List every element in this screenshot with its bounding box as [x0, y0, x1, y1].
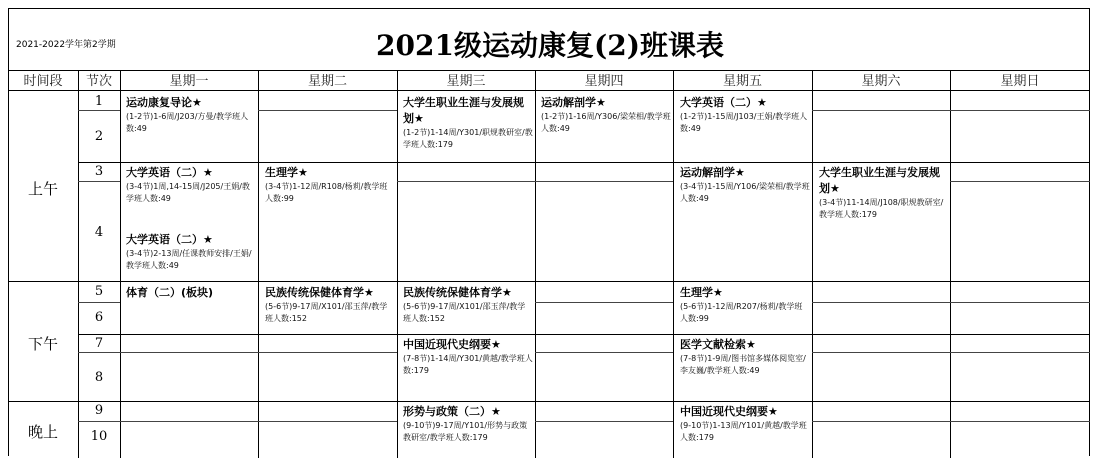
course-mon-3a[interactable] — [126, 165, 256, 205]
slot-number: 4 — [94, 225, 104, 240]
course-detail: (3-4节)11-14周/J108/职规教研室/教学班人数:179 — [819, 198, 944, 219]
course-wed-7[interactable] — [403, 337, 533, 377]
slot-number: 2 — [94, 129, 104, 144]
course-detail: (7-8节)1-14周/Y301/黄越/教学班人数:179 — [403, 354, 533, 375]
course-wed-9[interactable] — [403, 404, 533, 444]
slot-line — [812, 302, 1090, 303]
grid-line — [258, 70, 259, 458]
course-tue-5[interactable] — [265, 285, 395, 325]
grid-line — [535, 70, 536, 458]
course-detail: (1-2节)1-14周/Y301/职规教研室/教学班人数:179 — [403, 128, 533, 149]
grid-line — [812, 70, 813, 458]
course-name: 大学英语（二）★ — [126, 233, 213, 246]
header-row — [8, 70, 1090, 91]
slot-number: 7 — [94, 336, 104, 351]
course-detail: (1-2节)1-16周/Y306/梁荣相/教学班人数:49 — [541, 112, 671, 133]
course-name: 运动康复导论★ — [126, 96, 202, 109]
slot-line — [78, 302, 120, 303]
header-monday: 星期一 — [169, 74, 209, 89]
slot-line — [812, 421, 1090, 422]
course-mon-3b[interactable] — [126, 232, 256, 272]
slot-line — [78, 421, 397, 422]
course-name: 民族传统保健体育学★ — [265, 286, 374, 299]
slot-line — [78, 181, 120, 182]
course-detail: (9-10节)9-17周/Y101/形势与政策教研室/教学班人数:179 — [403, 421, 528, 442]
course-name: 中国近现代史纲要★ — [403, 338, 501, 351]
course-detail: (9-10节)1-13周/Y101/黄越/教学班人数:179 — [680, 421, 807, 442]
slot-number: 3 — [94, 164, 104, 179]
course-fri-9[interactable] — [680, 404, 810, 444]
slot-line — [950, 181, 1090, 182]
course-detail: (5-6节)9-17周/X101/邵玉萍/教学班人数:152 — [403, 302, 526, 323]
course-name: 中国近现代史纲要★ — [680, 405, 778, 418]
course-name: 生理学★ — [680, 286, 723, 299]
course-name: 大学英语（二）★ — [680, 96, 767, 109]
slot-number: 8 — [94, 370, 104, 385]
course-detail: (7-8节)1-9周/图书馆多媒体阅览室/李友巍/教学班人数:49 — [680, 354, 806, 375]
course-detail: (5-6节)9-17周/X101/邵玉萍/教学班人数:152 — [265, 302, 388, 323]
slot-number: 9 — [94, 403, 104, 418]
slot-line — [535, 352, 673, 353]
course-name: 医学文献检索★ — [680, 338, 756, 351]
course-fri-7[interactable] — [680, 337, 810, 377]
course-thu-1[interactable] — [541, 95, 671, 135]
slot-line — [258, 110, 397, 111]
slot-line — [812, 110, 1090, 111]
course-mon-1[interactable] — [126, 95, 256, 135]
course-detail: (1-2节)1-6周/J203/方曼/教学班人数:49 — [126, 112, 249, 133]
course-detail: (3-4节)1-15周/Y106/梁荣相/教学班人数:49 — [680, 182, 810, 203]
course-detail: (3-4节)1周,14-15周/J205/王娟/教学班人数:49 — [126, 182, 250, 203]
block-separator — [8, 401, 1090, 402]
course-detail: (5-6节)1-12周/R207/杨莉/教学班人数:99 — [680, 302, 803, 323]
course-wed-5[interactable] — [403, 285, 533, 325]
slot-number: 6 — [94, 310, 104, 325]
grid-line — [397, 70, 398, 458]
slot-number: 10 — [90, 429, 108, 444]
course-fri-1[interactable] — [680, 95, 810, 135]
course-name: 运动解剖学★ — [680, 166, 745, 179]
course-fri-5[interactable] — [680, 285, 810, 325]
header-friday: 星期五 — [722, 74, 762, 89]
period-afternoon: 下午 — [27, 335, 58, 353]
course-sat-3[interactable] — [819, 165, 949, 221]
slot-line — [397, 181, 673, 182]
header-sunday: 星期日 — [1000, 74, 1040, 89]
header-saturday: 星期六 — [861, 74, 901, 89]
course-name: 运动解剖学★ — [541, 96, 606, 109]
slot-line — [78, 162, 1090, 163]
slot-number: 1 — [94, 94, 104, 109]
course-name: 生理学★ — [265, 166, 308, 179]
course-detail: (1-2节)1-15周/J103/王娟/教学班人数:49 — [680, 112, 808, 133]
course-name: 大学生职业生涯与发展规划★ — [819, 166, 940, 195]
course-fri-3[interactable] — [680, 165, 810, 205]
course-detail: (3-4节)2-13周/任课教师安排/王娟/教学班人数:49 — [126, 249, 252, 270]
header-time-period: 时间段 — [23, 74, 63, 89]
slot-line — [535, 302, 673, 303]
slot-line — [78, 352, 397, 353]
period-evening: 晚上 — [27, 423, 58, 441]
header-wednesday: 星期三 — [446, 74, 486, 89]
header-slot: 节次 — [85, 74, 112, 89]
slot-line — [535, 421, 673, 422]
course-detail: (3-4节)1-12周/R108/杨莉/教学班人数:99 — [265, 182, 388, 203]
slot-line — [812, 352, 1090, 353]
grid-line — [673, 70, 674, 458]
grid-line — [120, 70, 121, 458]
header-tuesday: 星期二 — [307, 74, 347, 89]
slot-line — [78, 110, 120, 111]
slot-number: 5 — [94, 284, 104, 299]
slot-line — [78, 334, 1090, 335]
course-name: 民族传统保健体育学★ — [403, 286, 512, 299]
block-separator — [8, 281, 1090, 282]
semester-label: 2021-2022学年第2学期 — [16, 40, 116, 50]
course-name: 大学英语（二）★ — [126, 166, 213, 179]
header-thursday: 星期四 — [584, 74, 624, 89]
course-name: 形势与政策（二）★ — [403, 405, 501, 418]
course-name: 大学生职业生涯与发展规划★ — [403, 96, 524, 125]
period-morning: 上午 — [27, 180, 58, 198]
course-name: 体育（二）(板块) — [126, 286, 214, 299]
course-wed-1[interactable] — [403, 95, 533, 151]
page-title: 2021级运动康复(2)班课表 — [376, 29, 724, 62]
course-mon-5[interactable] — [126, 285, 256, 301]
course-tue-3[interactable] — [265, 165, 395, 205]
grid-line — [950, 70, 951, 458]
